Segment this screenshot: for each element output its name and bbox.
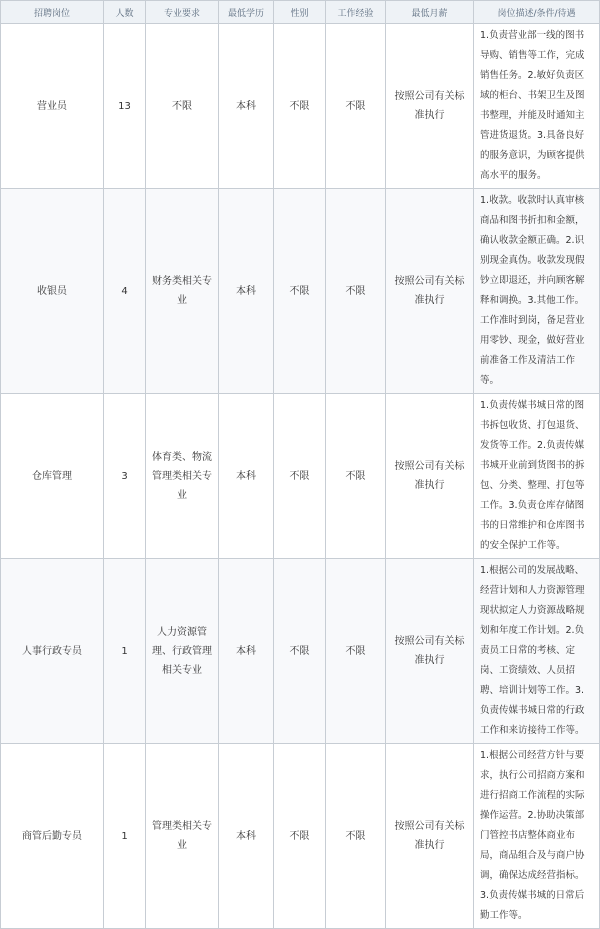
cell-position: 仓库管理 xyxy=(1,394,104,559)
cell-salary: 按照公司有关标准执行 xyxy=(386,394,474,559)
header-count: 人数 xyxy=(104,1,146,24)
header-major: 专业要求 xyxy=(146,1,219,24)
cell-count: 13 xyxy=(104,24,146,189)
cell-position: 商管后勤专员 xyxy=(1,744,104,929)
cell-experience: 不限 xyxy=(326,24,386,189)
cell-description: 1.根据公司经营方针与要求，执行公司招商方案和进行招商工作流程的实际操作运营。2.协助决策部门管控书店整体商业布局，商品组合及与商户协调，确保达成经营指标。3.负责传媒书城的日常后勤工作等。 xyxy=(474,744,600,929)
cell-gender: 不限 xyxy=(274,744,326,929)
cell-experience: 不限 xyxy=(326,744,386,929)
table-header-row xyxy=(1,1,600,24)
cell-major: 不限 xyxy=(146,24,219,189)
cell-education: 本科 xyxy=(219,189,274,394)
table-row xyxy=(1,559,600,744)
cell-count: 4 xyxy=(104,189,146,394)
cell-salary: 按照公司有关标准执行 xyxy=(386,559,474,744)
header-experience: 工作经验 xyxy=(326,1,386,24)
cell-description: 1.根据公司的发展战略、经营计划和人力资源管理现状拟定人力资源战略规划和年度工作计划。2.负责员工日常的考核、定岗、工资绩效、人员招聘、培训计划等工作。3.负责传媒书城日常的行政工作和来访接待工作等。 xyxy=(474,559,600,744)
cell-count: 1 xyxy=(104,559,146,744)
header-position: 招聘岗位 xyxy=(1,1,104,24)
cell-salary: 按照公司有关标准执行 xyxy=(386,24,474,189)
cell-education: 本科 xyxy=(219,24,274,189)
header-salary: 最低月薪 xyxy=(386,1,474,24)
cell-position: 人事行政专员 xyxy=(1,559,104,744)
cell-count: 3 xyxy=(104,394,146,559)
cell-major: 人力资源管理、行政管理相关专业 xyxy=(146,559,219,744)
header-gender: 性别 xyxy=(274,1,326,24)
cell-gender: 不限 xyxy=(274,559,326,744)
cell-education: 本科 xyxy=(219,744,274,929)
cell-education: 本科 xyxy=(219,394,274,559)
cell-description: 1.负责传媒书城日常的图书拆包收货、打包退货、发货等工作。2.负责传媒书城开业前到货图书的拆包、分类、整理、打包等工作。3.负责仓库存储图书的日常维护和仓库图书的安全保护工作等。 xyxy=(474,394,600,559)
cell-major: 管理类相关专业 xyxy=(146,744,219,929)
cell-major: 财务类相关专业 xyxy=(146,189,219,394)
cell-salary: 按照公司有关标准执行 xyxy=(386,189,474,394)
cell-gender: 不限 xyxy=(274,394,326,559)
table-row xyxy=(1,24,600,189)
cell-position: 收银员 xyxy=(1,189,104,394)
header-description: 岗位描述/条件/待遇 xyxy=(474,1,600,24)
table-row xyxy=(1,394,600,559)
cell-description: 1.负责营业部一线的图书导购、销售等工作，完成销售任务。2.敏好负责区域的柜台、书架卫生及图书整理，并能及时通知主管进货退货。3.具备良好的服务意识，为顾客提供高水平的服务。 xyxy=(474,24,600,189)
header-education: 最低学历 xyxy=(219,1,274,24)
cell-gender: 不限 xyxy=(274,24,326,189)
cell-position: 营业员 xyxy=(1,24,104,189)
cell-experience: 不限 xyxy=(326,189,386,394)
cell-experience: 不限 xyxy=(326,394,386,559)
cell-count: 1 xyxy=(104,744,146,929)
cell-major: 体育类、物流管理类相关专业 xyxy=(146,394,219,559)
cell-description: 1.收款。收款时认真审核商品和图书折扣和金额，确认收款金额正确。2.识别现金真伪。收款发现假钞立即退还，并向顾客解释和调换。3.其他工作。工作准时到岗，备足营业用零钞、现金，做好营业前准备工作及清洁工作等。 xyxy=(474,189,600,394)
cell-gender: 不限 xyxy=(274,189,326,394)
cell-salary: 按照公司有关标准执行 xyxy=(386,744,474,929)
cell-education: 本科 xyxy=(219,559,274,744)
table-row xyxy=(1,189,600,394)
table-row xyxy=(1,744,600,929)
cell-experience: 不限 xyxy=(326,559,386,744)
